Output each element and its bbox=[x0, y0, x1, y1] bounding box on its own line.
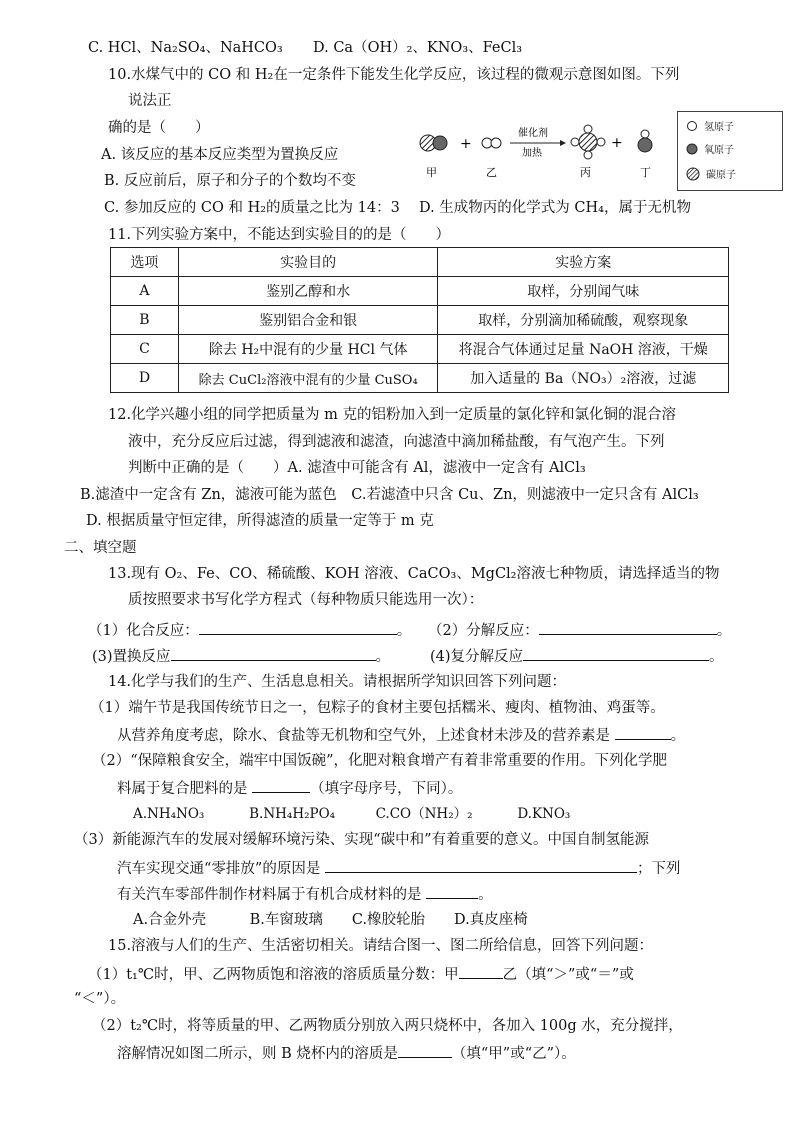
atom-legend bbox=[677, 111, 783, 191]
q10-stem-end: 确的是（ ） bbox=[108, 120, 210, 136]
plus-sign-2: + bbox=[611, 135, 623, 151]
answer-blank[interactable] bbox=[459, 963, 503, 979]
q14-part-1-cont: 从营养角度考虑，除水、食盐等无机物和空气外，上述食材未涉及的营养素是 。 bbox=[117, 724, 685, 746]
table-row: B 鉴别铝合金和银 取样，分别滴加稀硫酸，观察现象 bbox=[111, 306, 729, 335]
table-header: 选项 bbox=[111, 248, 179, 277]
experiment-table bbox=[110, 247, 729, 393]
answer-blank[interactable] bbox=[252, 777, 310, 793]
q14-part-3-materials: 有关汽车零部件制作材料属于有机合成材料的是 。 bbox=[117, 883, 493, 905]
label-yi: 乙 bbox=[486, 166, 497, 179]
arrow-heat: 加热 bbox=[522, 148, 542, 159]
table-row: D 除去 CuCl₂溶液中混有的少量 CuSO₄ 加入适量的 Ba（NO₃）₂溶液，过滤 bbox=[111, 364, 729, 393]
answer-blank[interactable] bbox=[199, 619, 397, 635]
q12-stem-cont: 液中，充分反应后过滤，得到滤液和滤渣，向滤渣中滴加稀盐酸，有气泡产生。下列 bbox=[128, 434, 665, 450]
table-row: C 除去 H₂中混有的少量 HCl 气体 将混合气体通过足量 NaOH 溶液，干燥 bbox=[111, 335, 729, 364]
q10-option-b: B. 反应前后，原子和分子的个数均不变 bbox=[104, 173, 356, 189]
q12-stem: 12.化学兴趣小组的同学把质量为 m 克的铝粉加入到一定质量的氯化锌和氯化铜的混合溶 bbox=[108, 407, 677, 423]
q14-part-3: （3）新能源汽车的发展对缓解环境污染、实现“碳中和”有着重要的意义。中国自制氢能源 bbox=[74, 832, 650, 848]
q10-option-a: A. 该反应的基本反应类型为置换反应 bbox=[101, 147, 339, 163]
molecule-h2o-icon bbox=[638, 130, 652, 152]
q15-part-1-cont: “＜”）。 bbox=[74, 991, 126, 1007]
option-d: D. Ca（OH）₂、KNO₃、FeCl₃ bbox=[313, 40, 523, 56]
section-title: 二、填空题 bbox=[64, 540, 137, 556]
q13-part-2: （2）分解反应： 。 bbox=[428, 619, 731, 641]
q14-stem: 14.化学与我们的生产、生活息息相关。请根据所学知识回答下列问题： bbox=[108, 674, 567, 690]
molecule-h2-icon bbox=[482, 138, 501, 148]
reaction-diagram bbox=[418, 118, 668, 182]
q15-stem: 15.溶液与人们的生产、生活密切相关。请结合图一、图二所给信息，回答下列问题： bbox=[108, 938, 654, 954]
answer-blank[interactable] bbox=[523, 645, 709, 661]
table-row: A 鉴别乙醇和水 取样，分别闻气味 bbox=[111, 277, 729, 306]
q14-material-choices: A.合金外壳 B.车窗玻璃 C.橡胶轮胎 D.真皮座椅 bbox=[133, 912, 528, 928]
q13-part-4: (4)复分解反应 。 bbox=[430, 645, 724, 667]
q13-stem-cont: 质按照要求书写化学方程式（每种物质只能选用一次）： bbox=[128, 592, 484, 608]
q12-option-bc: B.滤渣中一定含有 Zn，滤液可能为蓝色 C.若滤渣中只含 Cu、Zn，则滤液中一定只含有 AlCl₃ bbox=[80, 487, 699, 503]
table-header: 实验目的 bbox=[178, 248, 438, 277]
q13-part-1: （1）化合反应： 。 bbox=[88, 619, 411, 641]
table-header-row bbox=[111, 248, 729, 277]
molecule-co-icon bbox=[420, 135, 447, 151]
legend-oxygen: 氧原子 bbox=[704, 145, 734, 156]
answer-blank[interactable] bbox=[398, 1042, 452, 1058]
answer-blank[interactable] bbox=[171, 645, 376, 661]
arrow-catalyst: 催化剂 bbox=[518, 128, 548, 139]
q14-part-3-cont: 汽车实现交通“零排放”的原因是 ；下列 bbox=[117, 857, 680, 879]
legend-hydrogen: 氢原子 bbox=[704, 122, 734, 133]
q12-option-a: 判断中正确的是（ ）A. 滤渣中可能含有 Al，滤液中一定含有 AlCl₃ bbox=[128, 460, 586, 476]
q15-part-2-cont: 溶解情况如图二所示，则 B 烧杯内的溶质是 （填“甲”或“乙”）。 bbox=[117, 1042, 576, 1064]
q10-stem: 10.水煤气中的 CO 和 H₂在一定条件下能发生化学反应，该过程的微观示意图如图。下列 bbox=[108, 67, 680, 83]
q13-part-3: (3)置换反应 。 bbox=[92, 645, 390, 667]
answer-blank[interactable] bbox=[615, 724, 671, 740]
q14-part-2: （2）“保障粮食安全，端牢中国饭碗”，化肥对粮食增产有着非常重要的作用。下列化学肥 bbox=[92, 753, 668, 769]
answer-blank[interactable] bbox=[539, 619, 717, 635]
answer-blank[interactable] bbox=[325, 857, 637, 873]
q15-part-1: （1）t₁℃时，甲、乙两物质饱和溶液的溶质质量分数：甲 乙（填“＞”或“＝”或 bbox=[88, 963, 634, 985]
option-c: C. HCl、Na₂SO₄、NaHCO₃ bbox=[88, 40, 283, 56]
table-header: 实验方案 bbox=[438, 248, 729, 277]
q10-option-cd: C. 参加反应的 CO 和 H₂的质量之比为 14：3 D. 生成物丙的化学式为 CH₄，属于无机物 bbox=[104, 200, 691, 216]
legend-carbon: 碳原子 bbox=[706, 170, 736, 181]
q11-stem: 11.下列实验方案中，不能达到实验目的的是（ ） bbox=[108, 227, 451, 243]
plus-sign-1: + bbox=[460, 136, 472, 152]
q14-choices: A.NH₄NO₃ B.NH₄H₂PO₄ C.CO（NH₂）₂ D.KNO₃ bbox=[133, 806, 571, 822]
q12-option-d: D. 根据质量守恒定律，所得滤渣的质量一定等于 m 克 bbox=[86, 513, 434, 529]
label-jia: 甲 bbox=[426, 166, 437, 179]
q14-part-2-cont: 料属于复合肥料的是 （填字母序号，下同）。 bbox=[117, 777, 462, 799]
q15-part-2: （2）t₂℃时，将等质量的甲、乙两物质分别放入两只烧杯中，各加入 100g 水，充分搅拌， bbox=[92, 1018, 683, 1034]
molecule-ch4-icon bbox=[571, 125, 605, 159]
answer-blank[interactable] bbox=[426, 883, 478, 899]
q14-part-1: （1）端午节是我国传统节日之一，包粽子的食材主要包括糯米、瘦肉、植物油、鸡蛋等。 bbox=[90, 700, 665, 716]
label-ding: 丁 bbox=[640, 166, 651, 179]
q10-stem-cont: 说法正 bbox=[128, 93, 172, 109]
label-bing: 丙 bbox=[580, 166, 591, 179]
q13-stem: 13.现有 O₂、Fe、CO、稀硫酸、KOH 溶液、CaCO₃、MgCl₂溶液七种物质，请选择适当的物 bbox=[108, 566, 720, 582]
